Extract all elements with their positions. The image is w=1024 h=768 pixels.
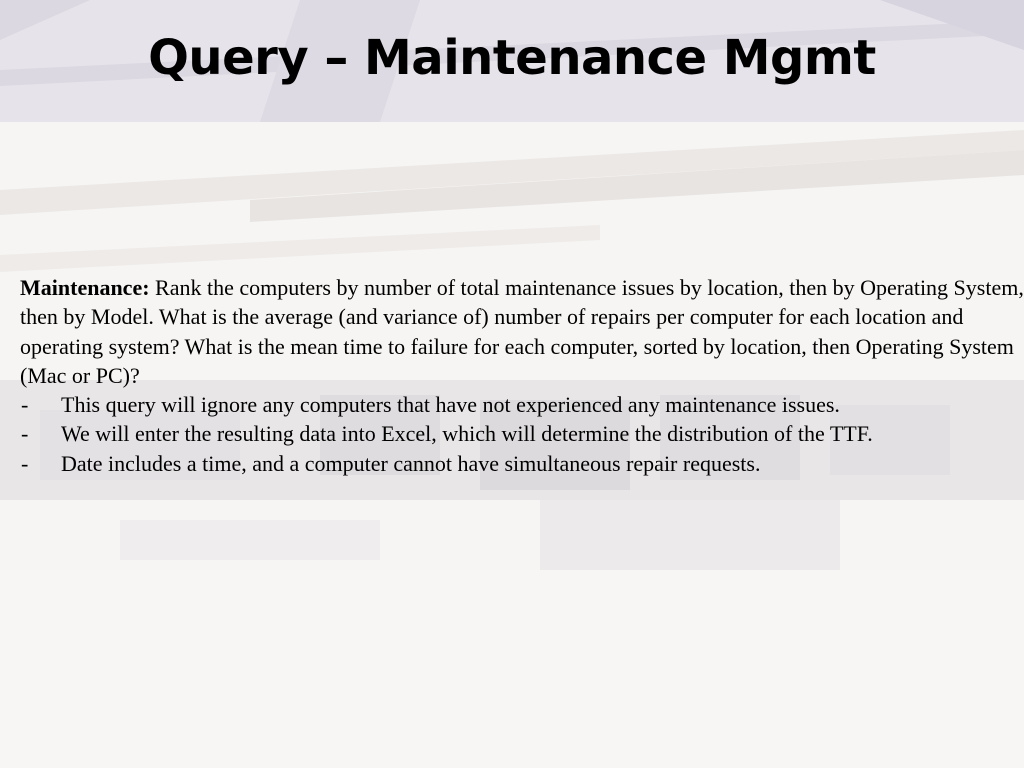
bullet-text: Date includes a time, and a computer cannot have simultaneous repair requests. — [61, 450, 761, 476]
bullet-marker: - — [21, 421, 29, 447]
bullet-item — [20, 419, 1024, 448]
lead-label: Maintenance: — [20, 275, 150, 300]
bullet-item — [20, 390, 1024, 419]
bullet-text: This query will ignore any computers that have not experienced any maintenance issues. — [61, 392, 840, 418]
intro-paragraph — [20, 273, 1024, 390]
bullet-item — [20, 449, 1024, 478]
slide-body — [20, 273, 1024, 478]
bullet-marker: - — [21, 392, 29, 418]
bullet-marker: - — [21, 450, 29, 476]
bullet-text: We will enter the resulting data into Excel, which will determine the distribution of the TTF. — [61, 421, 873, 447]
page-title: Query – Maintenance Mgmt — [148, 30, 876, 86]
lead-text: Rank the computers by number of total maintenance issues by location, then by Operating System, then by Model. What is the average (and variance of) number of repairs per computer for each location and operating system? What is the mean time to failure for each computer, sorted by location, then Operating System (Mac or PC)? — [20, 275, 1024, 388]
bullet-list — [20, 390, 1024, 478]
